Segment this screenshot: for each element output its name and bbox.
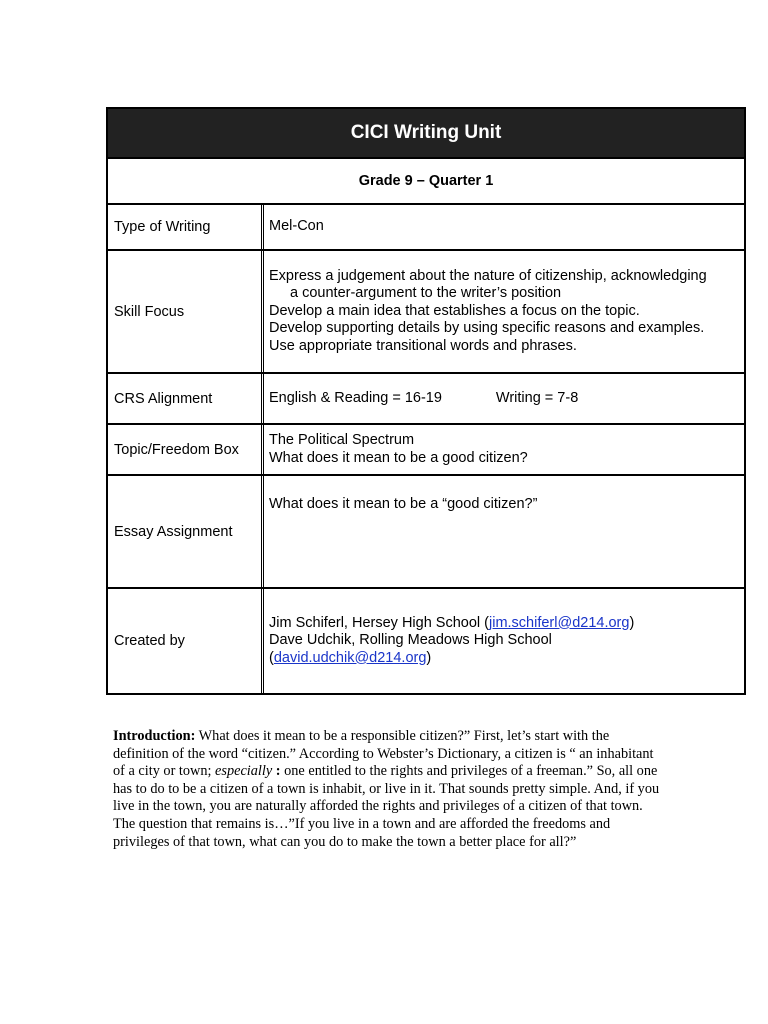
- crs-writing: Writing = 7-8: [495, 389, 579, 406]
- creator-2-email-link[interactable]: david.udchik@d214.org: [273, 649, 427, 666]
- introduction-heading: Introduction:: [113, 728, 196, 744]
- table-title: CICI Writing Unit: [108, 109, 744, 159]
- type-of-writing-label: Type of Writing: [108, 205, 264, 249]
- crs-english-reading: English & Reading = 16-19: [269, 389, 442, 406]
- crs-alignment-value: [264, 374, 744, 423]
- skill-focus-row: [108, 251, 744, 374]
- crs-alignment-row: [108, 374, 744, 425]
- created-by-row: [108, 589, 744, 693]
- creator-1-email-link[interactable]: jim.schiferl@d214.org: [489, 614, 630, 631]
- topic-value: [264, 425, 744, 474]
- crs-alignment-label: CRS Alignment: [108, 374, 264, 423]
- skill-line: Develop supporting details by using specific reasons and examples.: [269, 320, 705, 337]
- creator-2: Dave Udchik, Rolling Meadows High School: [269, 632, 552, 649]
- skill-line: Develop a main idea that establishes a focus on the topic.: [269, 302, 640, 319]
- created-by-label: Created by: [108, 589, 264, 693]
- creator-1: Jim Schiferl, Hersey High School (jim.schiferl@d214.org): [269, 614, 635, 631]
- skill-line: Use appropriate transitional words and phrases.: [269, 337, 577, 354]
- type-of-writing-value: Mel-Con: [269, 218, 324, 235]
- essay-assignment-label: Essay Assignment: [108, 476, 264, 587]
- skill-line: a counter-argument to the writer’s position: [290, 285, 562, 302]
- essay-assignment-value: [264, 476, 744, 587]
- emphasis-especially: especially: [215, 763, 273, 780]
- topic-line: The Political Spectrum: [269, 432, 415, 448]
- skill-focus-label: Skill Focus: [108, 251, 264, 372]
- writing-unit-table: [106, 107, 746, 695]
- essay-assignment-row: [108, 476, 744, 589]
- grade-quarter: Grade 9 – Quarter 1: [108, 159, 744, 205]
- topic-label: Topic/Freedom Box: [108, 425, 264, 474]
- topic-row: [108, 425, 744, 476]
- creator-2-email: (david.udchik@d214.org): [269, 649, 432, 666]
- skill-focus-value: [264, 251, 744, 372]
- essay-prompt: What does it mean to be a “good citizen?”: [269, 496, 538, 512]
- type-of-writing-row: [108, 205, 744, 251]
- skill-line: Express a judgement about the nature of citizenship, acknowledging: [269, 267, 707, 284]
- introduction-paragraph: Introduction: What does it mean to be a responsible citizen?” First, let’s start with the definition of the word “citizen.” According to Webster’s Dictionary, a citizen is “ an inhabitant of a city or town; especially : one entitled to the rights and privileges of a freeman.” So, all one has to do to be a citizen of a town is inhabit, or live in it. That sounds pretty simple. And, if you live in the town, you are naturally afforded the rights and privileges of a citizen of that town. The question that remains is…”If you live in a town and are afforded the freedoms and privileges of that town, what can you do to make the town a better place for all?”: [113, 728, 660, 850]
- topic-line: What does it mean to be a good citizen?: [269, 449, 528, 466]
- created-by-value: [264, 589, 744, 693]
